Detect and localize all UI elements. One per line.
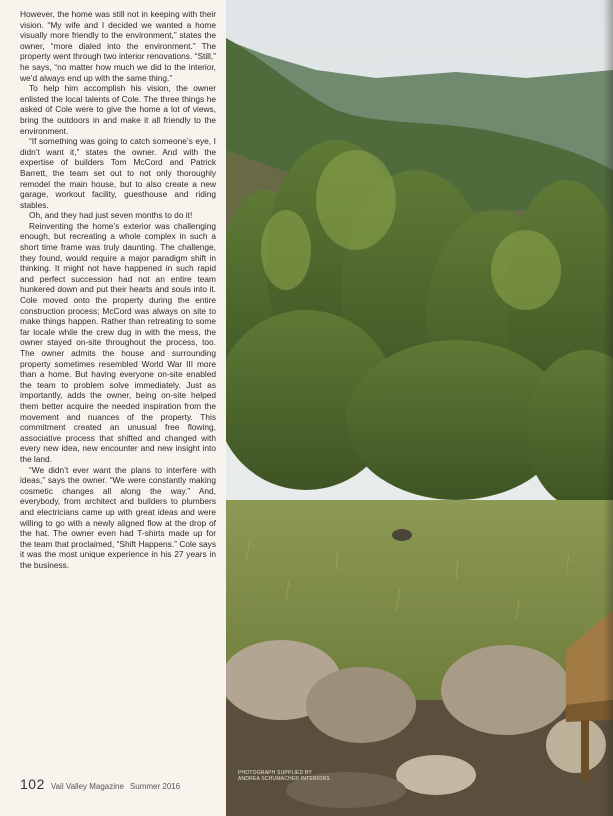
article-paragraph: “If something was going to catch someone’s eye, I didn’t want it,” states the owner. And with the expertise of builders Tom McCord and Patrick Barrett, the team set out to not only thoroughly remodel the main house, but to also create a new garage, workout facility, guesthouse and riding stables. [20,136,216,210]
article-paragraph: To help him accomplish his vision, the owner enlisted the local talents of Cole. The three things he asked of Cole were to give the home a lot of views, bring the outdoors in and make it all friendly to the environment. [20,83,216,136]
page-gutter-shadow [603,0,613,816]
text-column [0,0,226,816]
article-body [20,9,216,570]
photo-credit-line: ANDREA SCHUMACHER INTERIORS [238,776,330,782]
article-paragraph: However, the home was still not in keeping with their vision. “My wife and I decided we wanted a home visually more friendly to the environment,” states the owner, “more dialed into the environment.” The property went through two interior renovations. “Still,” he says, “no matter how much we did to the interior, we’d always end up with the same thing.” [20,9,216,83]
issue-date: Summer 2016 [129,782,181,791]
landscape-illustration [226,0,613,816]
folio [20,776,220,794]
photo-credit [238,770,368,782]
page-number: 102 [20,776,45,792]
photo-credit-line: PHOTOGRAPH SUPPLIED BY [238,770,313,776]
aspen-trees [226,140,613,510]
landscape-photo [226,0,613,816]
publication-name: Vail Valley Magazine [50,782,124,791]
article-paragraph: Oh, and they had just seven months to do it! [29,210,193,221]
article-paragraph: “We didn’t ever want the plans to interfere with ideas,” says the owner. “We were constantly making cosmetic changes all along the way.” And, everybody, from architect and builders to plumbers and electricians came up with great ideas and were willing to go with a newly aligned flow at the drop of the hat. The owner even had T-shirts made up for the team that proclaimed, “Shift Happens.” Cole says it was the most unique experience in his 27 years in the business. [20,464,216,570]
meadow-rock [392,529,412,541]
article-paragraph: Reinventing the home’s exterior was challenging enough, but recreating a whole complex in such a short time frame was truly daunting. The challenge, they found, would require a major paradigm shift in thinking. It might not have happened in such rapid and perfect succession had not an entire team hunkered down and put their hearts and souls into it. Cole moved onto the property during the entire construction process; McCord was always on site to make things happen. Rather than retreating to some far locale while the crew dug in with the mess, the owner stayed on-site throughout the process, too. The owner admits the house and surrounding property sometimes resembled World War III more than a home. But having everyone on-site enabled the team to problem solve immediately. Just as importantly, adds the owner, being on-site helped them better acquire the needed inspiration from the movement and nuances of the property. This commitment created an unusual free flowing, associative process that shifted and changed with every new idea, new encounter and new insight into the land. [20,220,216,464]
